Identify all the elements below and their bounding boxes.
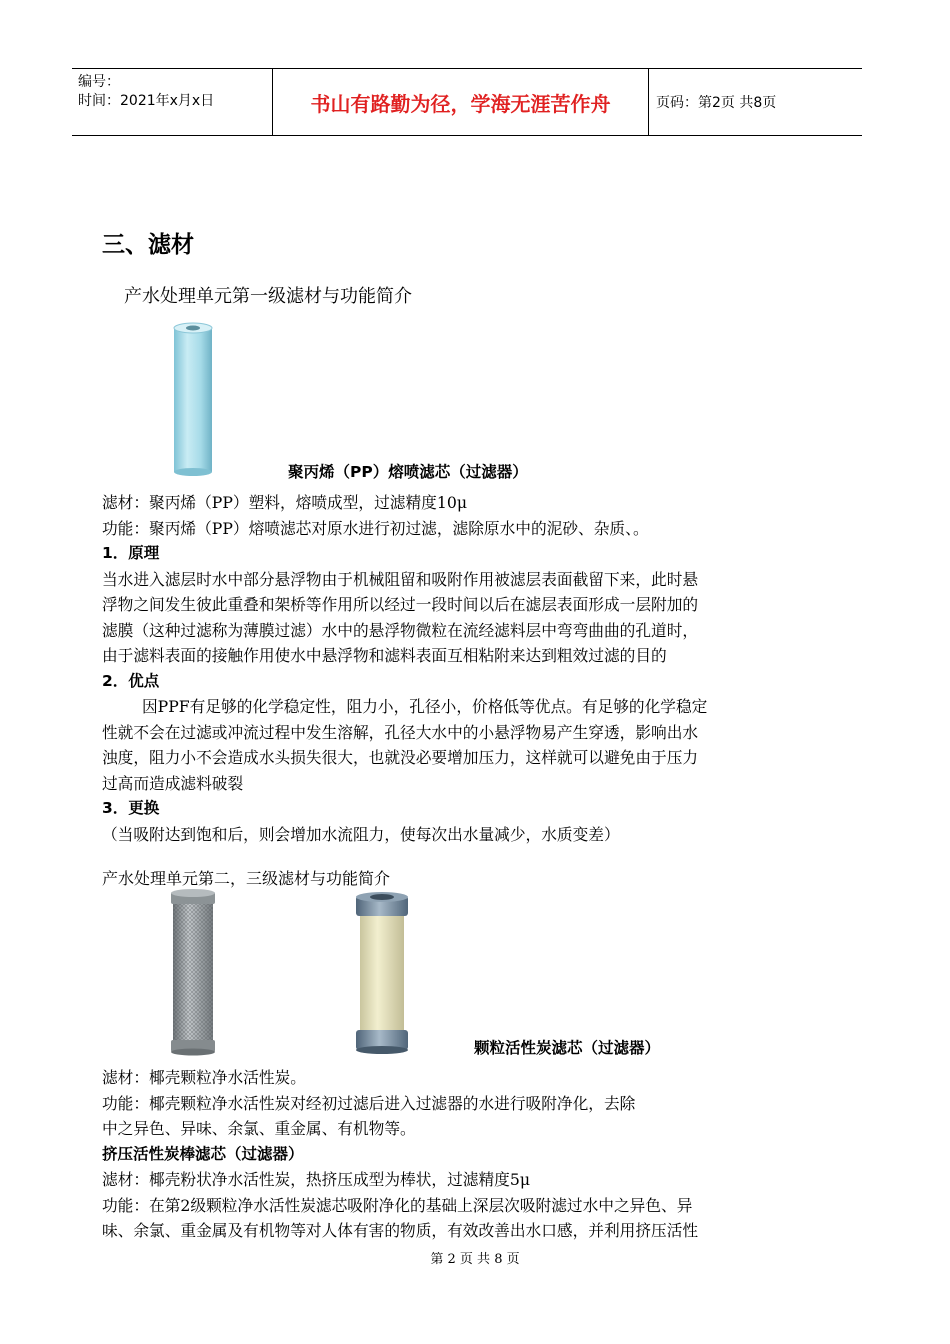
advantages-line: 浊度，阻力小不会造成水头损失很大，也就没必要增加压力，这样就可以避免由于压力: [102, 748, 699, 767]
gac-function-line: 功能：椰壳颗粒净水活性炭对经初过滤后进入过滤器的水进行吸附净化，去除: [102, 1093, 636, 1113]
advantages-line: 性就不会在过滤或冲流过程中发生溶解，孔径大水中的小悬浮物易产生穿透，影响出水: [102, 722, 699, 742]
document-number-label: 编号：: [78, 74, 120, 90]
pp-material-line: 滤材：聚丙烯（PP）塑料，熔喷成型，过滤精度10μ: [102, 493, 468, 512]
replacement-heading: 3．更换: [102, 799, 160, 817]
header-motto: 书山有路勤为径，学海无涯苦作舟: [310, 91, 611, 116]
pp-function-line: 功能：聚丙烯（PP）熔喷滤芯对原水进行初过滤，滤除原水中的泥砂、杂质、。: [102, 518, 649, 538]
carbon-block-cartridge-image: [168, 888, 218, 1056]
principle-line: 浮物之间发生彼此重叠和架桥等作用所以经过一段时间以后在滤层表面形成一层附加的: [102, 595, 699, 614]
advantages-line: 过高而造成滤料破裂: [102, 773, 244, 793]
pp-filter-text-block: [102, 490, 838, 847]
cto-function-line: 味、余氯、重金属及有机物等对人体有害的物质，有效改善出水口感，并利用挤压活性: [102, 1221, 699, 1240]
gac-material-line: 滤材：椰壳颗粒净水活性炭。: [102, 1068, 306, 1087]
advantages-heading: 2．优点: [102, 671, 160, 690]
gac-filter-caption: 颗粒活性炭滤芯（过滤器）: [474, 1039, 661, 1057]
document-time-label: 时间：2021年x月x日: [78, 93, 215, 109]
page-footer: 第 2 页 共 8 页: [430, 1252, 520, 1267]
principle-line: 滤膜（这种过滤称为薄膜过滤）水中的悬浮物微粒在流经滤料层中弯弯曲曲的孔道时，: [102, 620, 699, 640]
principle-line: 当水进入滤层时水中部分悬浮物由于机械阻留和吸附作用被滤层表面截留下来，此时悬: [102, 569, 699, 589]
section-title: 三、滤材: [102, 232, 194, 258]
principle-heading: 1．原理: [102, 544, 160, 562]
stage23-intro: 产水处理单元第二，三级滤材与功能简介: [102, 869, 391, 888]
header-table: [72, 68, 862, 136]
header-left-cell: [78, 73, 274, 111]
advantages-line: 因PPF有足够的化学稳定性，阻力小，孔径小，价格低等优点。有足够的化学稳定: [142, 697, 708, 716]
stage1-intro: 产水处理单元第一级滤材与功能简介: [124, 286, 412, 307]
replacement-text: （当吸附达到饱和后，则会增加水流阻力，使每次出水量减少，水质变差）: [102, 824, 620, 844]
cto-heading: 挤压活性炭棒滤芯（过滤器）: [102, 1144, 304, 1163]
carbon-filter-text-block: [102, 1065, 838, 1244]
cto-material-line: 滤材：椰壳粉状净水活性炭，热挤压成型为棒状，过滤精度5μ: [102, 1170, 531, 1189]
granular-carbon-cartridge-image: [352, 890, 412, 1056]
principle-line: 由于滤料表面的接触作用使水中悬浮物和滤料表面互相粘附来达到粗效过滤的目的: [102, 646, 667, 665]
cto-function-line: 功能：在第2级颗粒净水活性炭滤芯吸附净化的基础上深层次吸附滤过水中之异色、异: [102, 1195, 693, 1215]
header-divider: [648, 69, 649, 135]
pp-filter-cartridge-image: [168, 320, 218, 476]
header-page-label: 页码：第2页 共8页: [656, 95, 777, 111]
pp-filter-caption: 聚丙烯（PP）熔喷滤芯（过滤器）: [288, 463, 528, 481]
gac-function-line: 中之异色、异味、余氯、重金属、有机物等。: [102, 1119, 416, 1138]
